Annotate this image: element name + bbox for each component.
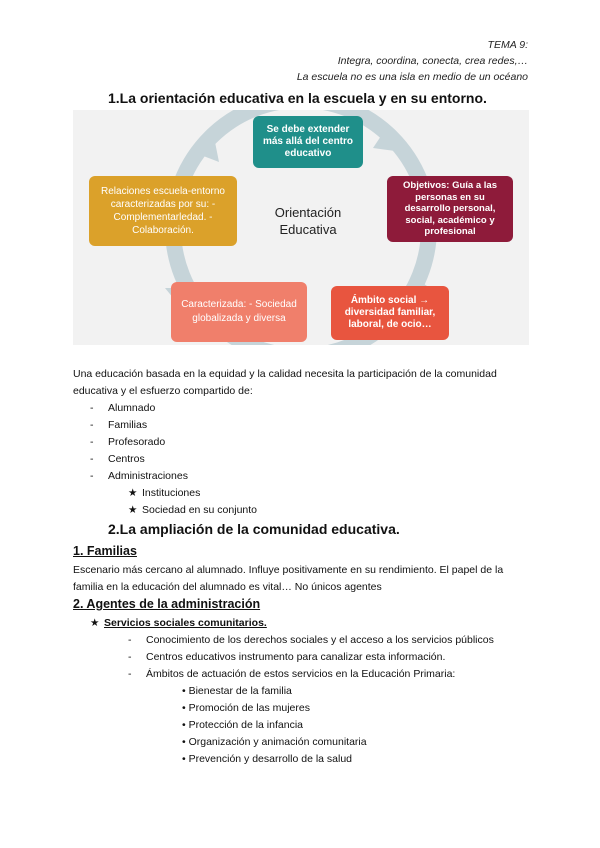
list-item-label: Alumnado <box>108 402 156 414</box>
box-top-extend: Se debe extender más allá del centro educativo <box>253 116 363 168</box>
agentes-heading: 2. Agentes de la administración <box>73 597 261 611</box>
sub-list-item-label: Instituciones <box>142 487 201 499</box>
sub-list-item-label: Sociedad en su conjunto <box>142 504 258 516</box>
list-item-label: Profesorado <box>108 436 166 448</box>
center-line-2: Educativa <box>279 222 337 237</box>
area-item-label: Organización y animación comunitaria <box>188 736 367 748</box>
list-item: - Conocimiento de los derechos sociales y el acceso a los servicios públicos <box>128 634 494 646</box>
list-item-label: Conocimiento de los derechos sociales y el acceso a los servicios públicos <box>146 634 494 646</box>
services-heading <box>90 615 267 632</box>
area-item: • Bienestar de la familia <box>182 685 292 697</box>
area-item: • Protección de la infancia <box>182 719 303 731</box>
sub-list-item <box>128 485 200 502</box>
star-icon: ★ <box>128 504 138 516</box>
list-item: - Centros educativos instrumento para canalizar esta información. <box>128 651 446 663</box>
section-1-title: 1.La orientación educativa en la escuela y en su entorno. <box>108 90 487 106</box>
center-line-1: Orientación <box>274 205 342 220</box>
area-item-label: Promoción de las mujeres <box>188 702 310 714</box>
box-right-objectives: Objetivos: Guía a las personas en su desarrollo personal, social, académico y profesional <box>387 176 513 242</box>
list-item: - Centros <box>90 453 145 465</box>
list-item-label: Familias <box>108 419 148 431</box>
list-item: - Ámbitos de actuación de estos servicios en la Educación Primaria: <box>128 668 456 680</box>
familias-heading: 1. Familias <box>73 544 137 558</box>
star-icon: ★ <box>90 617 100 629</box>
area-item-label: Bienestar de la familia <box>188 685 292 697</box>
star-icon: ★ <box>128 487 138 499</box>
header-line-2: Integra, coordina, conecta, crea redes,… <box>337 55 528 67</box>
area-item: • Promoción de las mujeres <box>182 702 310 714</box>
center-label <box>253 204 363 238</box>
familias-text: Escenario más cercano al alumnado. Influye positivamente en su rendimiento. El papel de la familia en la educación del alumnado es vital… No únicos agentes <box>73 564 504 593</box>
area-item-label: Prevención y desarrollo de la salud <box>188 753 353 765</box>
area-item-label: Protección de la infancia <box>188 719 303 731</box>
box-bottom-left-characterized: Caracterizada: - Sociedad globalizada y diversa <box>171 282 307 342</box>
list-item-label: Centros <box>108 453 145 465</box>
area-item: • Organización y animación comunitaria <box>182 736 367 748</box>
sub-list-item <box>128 502 257 519</box>
orientation-cycle-diagram <box>73 110 529 345</box>
list-item-label: Ámbitos de actuación de estos servicios en la Educación Primaria: <box>146 668 456 680</box>
list-item-label: Administraciones <box>108 470 188 482</box>
list-item: - Familias <box>90 419 148 431</box>
services-heading-label: Servicios sociales comunitarios. <box>104 617 267 629</box>
box-left-relations: Relaciones escuela-entorno caracterizadas por su: - Complementarledad. - Colaboración. <box>89 176 237 246</box>
list-item: - Profesorado <box>90 436 166 448</box>
box-bottom-right-social: Ámbito social → diversidad familiar, laboral, de ocio… <box>331 286 449 340</box>
list-item: - Alumnado <box>90 402 156 414</box>
header-line-3: La escuela no es una isla en medio de un océano <box>296 71 528 83</box>
header-line-1: TEMA 9: <box>487 39 528 51</box>
list-item: - Administraciones <box>90 470 188 482</box>
list-item-label: Centros educativos instrumento para canalizar esta información. <box>146 651 446 663</box>
intro-paragraph: Una educación basada en la equidad y la calidad necesita la participación de la comunidad educativa y el esfuerzo compartido de: <box>73 368 497 397</box>
area-item: • Prevención y desarrollo de la salud <box>182 753 353 765</box>
section-2-title: 2.La ampliación de la comunidad educativa. <box>108 521 400 537</box>
